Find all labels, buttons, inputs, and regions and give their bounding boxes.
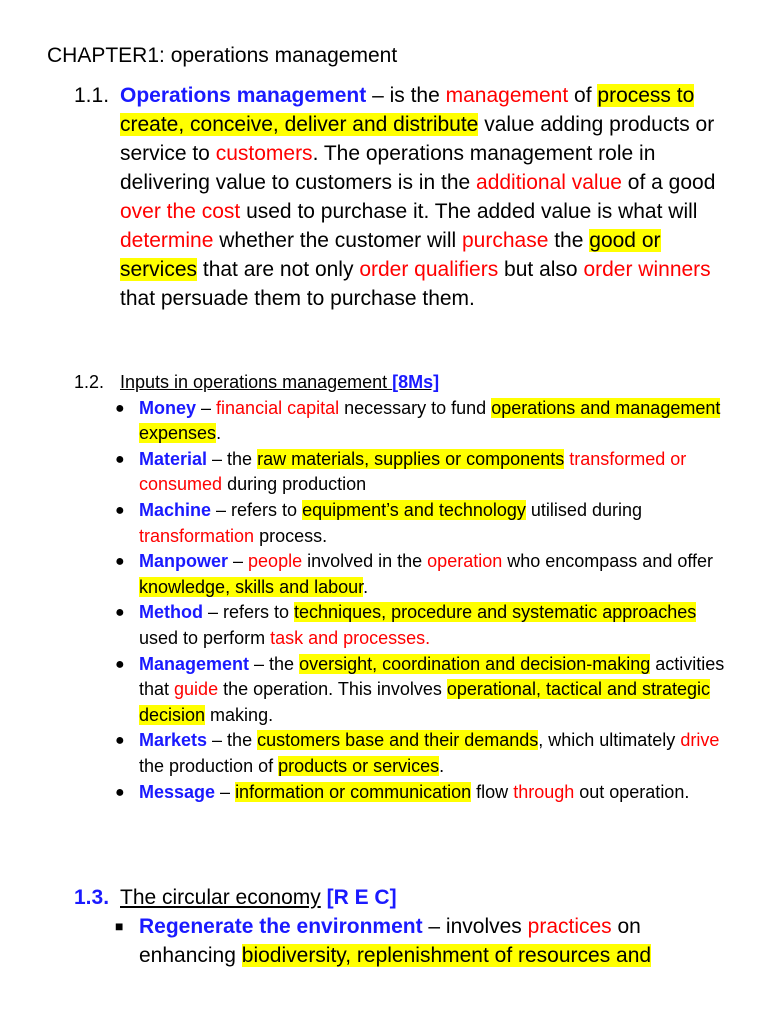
- text-run: –: [228, 551, 249, 572]
- list-item: [115, 498, 734, 549]
- text-run: activities that: [139, 653, 725, 700]
- emphasis-text: additional value: [476, 171, 622, 194]
- list-item: [115, 396, 734, 447]
- text-run: . The operations management role in delivering value to customers is in the: [120, 142, 656, 194]
- bullet-icon: ●: [115, 783, 125, 801]
- emphasis-text: over the cost: [120, 200, 241, 223]
- emphasis-text: guide: [174, 679, 219, 700]
- emphasis-text: through: [513, 781, 575, 802]
- text-run: –: [215, 781, 236, 802]
- text-run: value adding products or service to: [120, 113, 715, 165]
- highlighted-text: process to create, conceive, deliver and distribute: [120, 84, 695, 136]
- highlighted-text: good or services: [120, 229, 661, 281]
- text-run: necessary to fund: [339, 397, 492, 418]
- text-run: , which ultimately: [538, 730, 681, 751]
- section-1-2: [74, 370, 734, 805]
- text-run: – involves: [422, 915, 528, 938]
- emphasis-text: customers: [215, 142, 313, 165]
- list-item: [115, 912, 734, 970]
- emphasis-text: financial capital: [216, 397, 340, 418]
- section-title: The circular economy: [120, 886, 321, 909]
- text-run: out operation.: [574, 781, 690, 802]
- emphasis-text: people: [248, 551, 303, 572]
- term: Markets: [139, 730, 208, 751]
- text-run: used to perform: [139, 627, 271, 648]
- emphasis-text: task and processes.: [270, 627, 431, 648]
- text-run: – is the: [366, 84, 446, 107]
- bullet-icon: ●: [115, 450, 125, 468]
- term: Method: [139, 602, 203, 623]
- inputs-list: [74, 396, 734, 806]
- text-run: .: [439, 755, 445, 776]
- emphasis-text: drive: [680, 730, 720, 751]
- section-1-1-paragraph: [120, 81, 734, 313]
- section-number: 1.1.: [74, 84, 110, 107]
- highlighted-text: techniques, procedure and systematic approaches: [294, 602, 697, 623]
- highlighted-text: equipment’s and technology: [302, 499, 526, 520]
- text-run: – the: [207, 448, 258, 469]
- text-run: but also: [498, 258, 584, 281]
- section-tag: [8Ms]: [392, 372, 440, 392]
- section-tag: [R E C]: [326, 886, 397, 909]
- list-item: [115, 447, 734, 498]
- text-run: –: [196, 397, 217, 418]
- text-run: making.: [205, 704, 274, 725]
- emphasis-text: management: [445, 84, 569, 107]
- emphasis-text: order qualifiers: [359, 258, 499, 281]
- section-number: 1.3.: [74, 886, 110, 909]
- term: Management: [139, 653, 250, 674]
- emphasis-text: transformed or consumed: [139, 448, 687, 495]
- highlighted-text: customers base and their demands: [257, 730, 539, 751]
- section-1-1: [74, 81, 734, 313]
- text-run: process.: [254, 525, 328, 546]
- section-1-3: [74, 883, 734, 970]
- text-run: – refers to: [202, 602, 295, 623]
- bullet-icon: ●: [115, 501, 125, 519]
- term: Operations management: [120, 84, 367, 107]
- emphasis-text: order winners: [583, 258, 711, 281]
- bullet-icon: ●: [115, 732, 125, 750]
- emphasis-text: practices: [527, 915, 612, 938]
- highlighted-text: operations and management expenses: [139, 397, 721, 444]
- list-item: [115, 600, 734, 651]
- text-run: who encompass and offer: [502, 551, 714, 572]
- list-item: [115, 780, 734, 806]
- emphasis-text: determine: [120, 229, 214, 252]
- text-run: – refers to: [211, 499, 303, 520]
- text-run: the production of: [139, 755, 279, 776]
- bullet-icon: ●: [115, 553, 125, 571]
- list-item: [115, 728, 734, 779]
- term: Manpower: [139, 551, 229, 572]
- text-run: .: [363, 576, 369, 597]
- text-run: on enhancing: [139, 915, 641, 967]
- text-run: – the: [249, 653, 300, 674]
- section-heading: [74, 370, 734, 396]
- text-run: of: [568, 84, 598, 107]
- circular-economy-list: [74, 912, 734, 970]
- list-item: [115, 652, 734, 729]
- text-run: that persuade them to purchase them.: [120, 287, 475, 310]
- highlighted-text: information or communication: [235, 781, 472, 802]
- highlighted-text: biodiversity, replenishment of resources and: [241, 944, 652, 967]
- term: Material: [139, 448, 208, 469]
- term: Message: [139, 781, 216, 802]
- section-number: 1.2.: [74, 372, 105, 392]
- bullet-icon: ■: [115, 918, 124, 934]
- text-run: used to purchase it. The added value is what will: [240, 200, 698, 223]
- bullet-icon: ●: [115, 399, 125, 417]
- term: Regenerate the environment: [139, 915, 423, 938]
- emphasis-text: transformation: [139, 525, 255, 546]
- bullet-icon: ●: [115, 604, 125, 622]
- text-run: .: [216, 423, 222, 444]
- section-title-text: Inputs in operations management: [120, 372, 393, 392]
- term: Money: [139, 397, 197, 418]
- term: Machine: [139, 499, 212, 520]
- text-run: the operation. This involves: [218, 679, 447, 700]
- list-item: [115, 549, 734, 600]
- highlighted-text: operational, tactical and strategic decision: [139, 679, 711, 725]
- text-run: the: [548, 229, 590, 252]
- text-run: of a good: [621, 171, 716, 194]
- text-run: whether the customer will: [213, 229, 462, 252]
- highlighted-text: raw materials, supplies or components: [257, 448, 565, 469]
- text-run: during production: [222, 474, 367, 495]
- chapter-title: CHAPTER1: operations management: [47, 44, 398, 67]
- text-run: utilised during: [525, 499, 642, 520]
- section-title: [120, 370, 439, 396]
- highlighted-text: products or services: [278, 755, 440, 776]
- highlighted-text: knowledge, skills and labour: [139, 576, 364, 597]
- section-heading: [74, 883, 734, 912]
- text-run: flow: [471, 781, 514, 802]
- text-run: involved in the: [302, 551, 428, 572]
- section-title-wrap: [120, 883, 397, 912]
- emphasis-text: purchase: [462, 229, 549, 252]
- text-run: – the: [207, 730, 258, 751]
- text-run: that are not only: [197, 258, 360, 281]
- bullet-icon: ●: [115, 655, 125, 673]
- highlighted-text: oversight, coordination and decision-making: [299, 653, 651, 674]
- emphasis-text: operation: [427, 551, 503, 572]
